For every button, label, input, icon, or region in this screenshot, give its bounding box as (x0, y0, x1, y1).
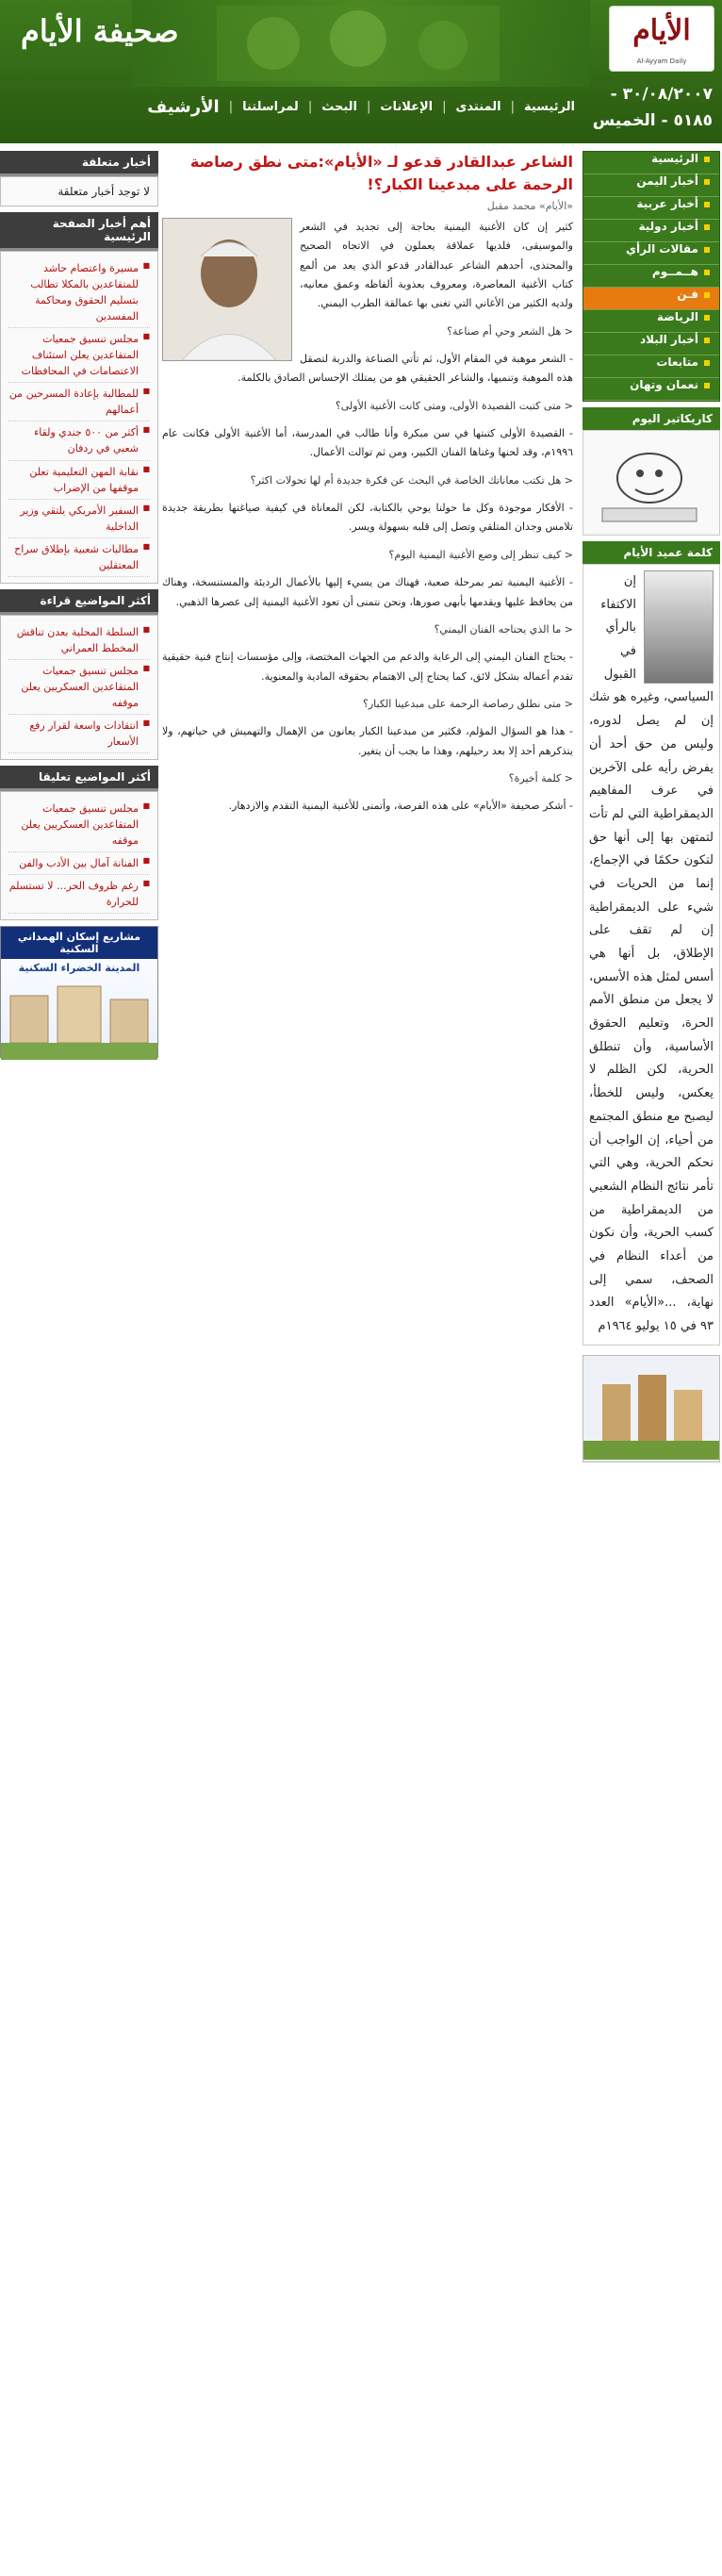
editor-photo (644, 570, 714, 684)
left-ad-banner[interactable] (0, 926, 158, 1058)
logo-subtitle: Al-Ayyam Daily (636, 58, 687, 65)
cartoon-drawing (583, 431, 719, 533)
related-news-heading: أخبار متعلقة (0, 151, 158, 176)
article-paragraph: - القصيدة الأولى كتبتها في سن مبكرة وأنا طالب في المدرسة، أما الأغنية الأولى فكانت عام ١٩٩٦م، وقد لحنها وغناها الفنان الكبير، ومن ثم توالت الأعمال. (162, 427, 573, 459)
issue-date: ٣٠/٠٨/٢٠٠٧ - (610, 85, 713, 104)
most-commented-list (8, 798, 150, 914)
top-news-link[interactable]: ■ للمطالبة بإعادة المسرحين من أعمالهم (8, 383, 150, 421)
logo-text: الأيام (632, 14, 691, 47)
menu-item-home[interactable] (583, 152, 719, 174)
top-news-link[interactable]: ■ نقابة المهن التعليمية تعلن موقفها من الإضراب (8, 461, 150, 500)
menu-item-arab[interactable] (583, 197, 719, 220)
menu-label: الرياضة (657, 310, 698, 323)
bullet-icon (704, 202, 710, 207)
most-commented-link[interactable]: ■ مجلس تنسيق جمعيات المتقاعدين العسكريين يعلن موقفه (8, 798, 150, 852)
section-menu (583, 151, 720, 402)
article-paragraph: - الأفكار موجودة وكل ما حولنا يوحي بالكتابة، لكن المعاناة في كيفية صياغتها بطريقة جديدة تلامس وجدان المتلقي وتصل إلى قلبه بسهولة ويسر. (162, 502, 573, 534)
article (162, 151, 573, 825)
most-commented-box (0, 791, 158, 920)
menu-item-concerns[interactable] (583, 265, 719, 288)
menu-item-art[interactable] (583, 288, 719, 310)
topnav-home[interactable]: الرئيسية (523, 99, 575, 114)
nav-separator: | (442, 99, 447, 114)
top-news-box (0, 251, 158, 584)
editor-column-text: إن الاكتفاء بالرأي في القبول السياسي، وغيره هو شك إن لم يصل لدوره، وليس من حق أحد أن يفرض رأيه على الآخرين في عرف المفاهيم الديمقراطية التي لم تأت لتمتهن بها إلى أنها حق لتكون حكمًا في الإجماع، إنما من الحريات في شيء على الديمقراطية إن لم تقف على الإطلاق، بل أنها هي أسس لمثل هذه الأسس، لا يجعل من منطق الأمم الحرة، وتعليم الحقوق الأساسية، وأن تنطلق الحرية، لكن الظلم لا يعكس، وليس للخطأ، ليصبح مع منطق المجتمع من أحياء، إن الواجب أن نحكم الحرية، وهي التي تأمر نتائج النظام الشعبي من الديمقراطية من كسب الحرية، وأن نكون من أعداء النظام في الصحف، سمي إلى نهاية، ...«الأيام» العدد ٩٣ في ١٥ يوليو ١٩٦٤م (589, 574, 714, 1333)
top-news-link[interactable]: ■ مطالبات شعبية بإطلاق سراح المعتقلين (8, 538, 150, 577)
header-photo-collage (217, 6, 500, 81)
most-read-list (8, 621, 150, 753)
article-byline: «الأيام» محمد مقبل (486, 200, 573, 212)
site-title: صحيفة الأيام (21, 13, 179, 49)
article-photo (162, 218, 292, 361)
bullet-icon (704, 315, 710, 321)
editor-column-heading: كلمة عميد الأيام (583, 541, 720, 564)
article-paragraph: - الشعر موهبة في المقام الأول، ثم تأتي الصناعة والدربة لتصقل هذه الموهبة وتنميها، والشاعر الحقيقي هو من يمتلك الإحساس الصادق بالكلمة. (238, 353, 573, 385)
menu-item-condolences[interactable] (583, 378, 719, 401)
menu-item-local[interactable] (583, 333, 719, 355)
menu-label: هــمــوم (651, 265, 698, 278)
left-sidebar (0, 151, 158, 1058)
most-commented-link[interactable]: ■ رغم ظروف الحر... لا تستسلم للحرارة (8, 875, 150, 914)
top-news-list (8, 257, 150, 577)
article-question: < كيف تنظر إلى وضع الأغنية اليمنية اليوم؟ (388, 548, 573, 561)
top-news-link[interactable]: ■ مجلس تنسيق جمعيات المتقاعدين يعلن استئناف الاعتصامات في المحافظات (8, 328, 150, 383)
cartoon-image[interactable] (583, 430, 720, 536)
nav-separator: | (366, 99, 371, 114)
site-logo[interactable] (609, 6, 714, 72)
article-paragraph: - يحتاج الفنان اليمني إلى الرعاية والدعم من الجهات المختصة، وإلى مؤسسات إنتاج فنية حقيقية تقدم أعماله بشكل لائق، كما يحتاج إلى الاهتمام بحقوقه المادية والمعنوية. (162, 651, 573, 683)
ad-title: مشاريع إسكان الهمداني السكنية (1, 927, 157, 959)
top-news-link[interactable]: ■ أكثر من ٥٠٠ جندي ولقاء شعبي في ردفان (8, 421, 150, 460)
cartoon-heading: كاريكاتير اليوم (583, 407, 720, 430)
topnav-contact[interactable]: لمراسلتنا (242, 99, 299, 114)
top-news-link[interactable]: ■ مسيرة واعتصام حاشد للمتقاعدين بالمكلا تطالب بتسليم الحقوق ومحاكمة المفسدين (8, 257, 150, 328)
menu-label: أخبار اليمن (636, 174, 698, 188)
editor-column (583, 564, 720, 1346)
article-paragraph: كثير إن كان الأغنية اليمنية بحاجة إلى تجديد في الشعر والموسيقى، فلديها عملاقة يعملون في الاتجاه الصحيح والمحتذى، أحدهم الشاعر عبدالقادر قدعو الذي يعد من ألمع كتاب الأغنية المعاصرة، ومعروف بعذوبة ألفاظه وعمق معانيه، ولديه الكثير من الأغاني التي تغنى بها عمالقة الطرب اليمني. (300, 221, 573, 310)
bullet-icon (704, 270, 710, 275)
topnav-archive[interactable]: الأرشيف (147, 96, 220, 117)
nav-separator: | (510, 99, 515, 114)
menu-label: فـن (677, 288, 698, 301)
nav-separator: | (228, 99, 234, 114)
article-question: < ما الذي يحتاجه الفنان اليمني؟ (434, 622, 573, 636)
issue-number: ٥١٨٥ - الخميس (592, 111, 713, 130)
topnav-forum[interactable]: المنتدى (455, 99, 501, 114)
ad-subtitle: المدينة الخضراء السكنية (18, 962, 140, 975)
right-sidebar (583, 151, 720, 1462)
site-header (0, 0, 722, 143)
top-navigation (132, 94, 575, 119)
portrait-image (163, 219, 291, 360)
nav-separator: | (307, 99, 313, 114)
bullet-icon (704, 383, 710, 388)
most-read-link[interactable]: ■ السلطة المحلية بعدن تناقش المخطط العمراني (8, 621, 150, 660)
ad-housing-image (1, 977, 157, 1060)
article-question: < متى نطلق رصاصة الرحمة على مبدعينا الكبار؟ (363, 697, 573, 710)
article-question: < هل الشعر وحي أم صناعة؟ (447, 324, 573, 338)
top-news-link[interactable]: ■ السفير الأمريكي يلتقي وزير الداخلية (8, 500, 150, 538)
most-read-box (0, 615, 158, 760)
article-question: < هل تكتب معاناتك الخاصة في البحث عن فكرة جديدة أم لها تحولات اكثر؟ (250, 473, 573, 487)
menu-label: مقالات الرأي (626, 242, 698, 256)
most-commented-link[interactable]: ■ الفنانة آمال بين الأدب والفن (8, 852, 150, 875)
article-question: < متى كتبت القصيدة الأولى، ومتى كانت الأغنية الأولى؟ (335, 399, 573, 412)
top-news-heading: أهم أخبار الصفحة الرئيسية (0, 212, 158, 251)
menu-item-sports[interactable] (583, 310, 719, 333)
menu-item-followups[interactable] (583, 355, 719, 378)
menu-item-yemen[interactable] (583, 174, 719, 197)
menu-label: أخبار عربية (636, 197, 698, 210)
article-paragraph: - الأغنية اليمنية تمر بمرحلة صعبة، فهناك من يسيء إليها بالأعمال الرديئة والمستنسخة، وهناك من يحافظ عليها ويقدمها بأبهى صورها، ونحن نتمنى أن تعود الأغنية اليمنية إلى عصرها الذهبي. (162, 576, 573, 608)
related-news-body: لا توجد أخبار متعلقة (0, 176, 158, 206)
bullet-icon (704, 157, 710, 162)
bullet-icon (704, 292, 710, 298)
menu-label: نعمان وتهان (630, 378, 698, 391)
most-read-link[interactable]: ■ انتقادات واسعة لقرار رفع الأسعار (8, 715, 150, 753)
menu-label: الرئيسية (651, 152, 698, 165)
article-paragraph: - هذا هو السؤال المؤلم، فكثير من مبدعينا الكبار يعانون من الإهمال والتهميش في حياتهم، ولا يتذكرهم أحد إلا بعد رحيلهم، وهذا ما يجب أن يتغير. (162, 725, 573, 757)
article-title: الشاعر عبدالقادر قدعو لـ «الأيام»:متى نطق رصاصة الرحمة على مبدعينا الكبار؟! (189, 153, 573, 193)
article-paragraph: - أشكر صحيفة «الأيام» على هذه الفرصة، وأتمنى للأغنية اليمنية التقدم والازدهار. (228, 800, 573, 813)
article-question: < كلمة أخيرة؟ (508, 771, 573, 784)
ad-building-image (583, 1356, 719, 1460)
most-read-link[interactable]: ■ مجلس تنسيق جمعيات المتقاعدين العسكريين يعلن موقفه (8, 660, 150, 715)
bullet-icon (704, 224, 710, 230)
bullet-icon (704, 247, 710, 253)
most-commented-heading: أكثر المواضيع تعليقا (0, 766, 158, 791)
menu-label: أخبار البلاد (639, 333, 698, 346)
menu-item-world[interactable] (583, 220, 719, 242)
bullet-icon (704, 179, 710, 185)
most-read-heading: أكثر المواضيع قراءة (0, 589, 158, 615)
topnav-ads[interactable]: الإعلانات (380, 99, 434, 114)
menu-label: أخبار دولية (638, 220, 698, 233)
menu-item-opinion[interactable] (583, 242, 719, 265)
right-ad-banner[interactable] (583, 1355, 720, 1462)
bullet-icon (704, 338, 710, 343)
topnav-search[interactable]: البحث (321, 99, 357, 114)
menu-label: متابعات (656, 355, 698, 369)
bullet-icon (704, 360, 710, 366)
